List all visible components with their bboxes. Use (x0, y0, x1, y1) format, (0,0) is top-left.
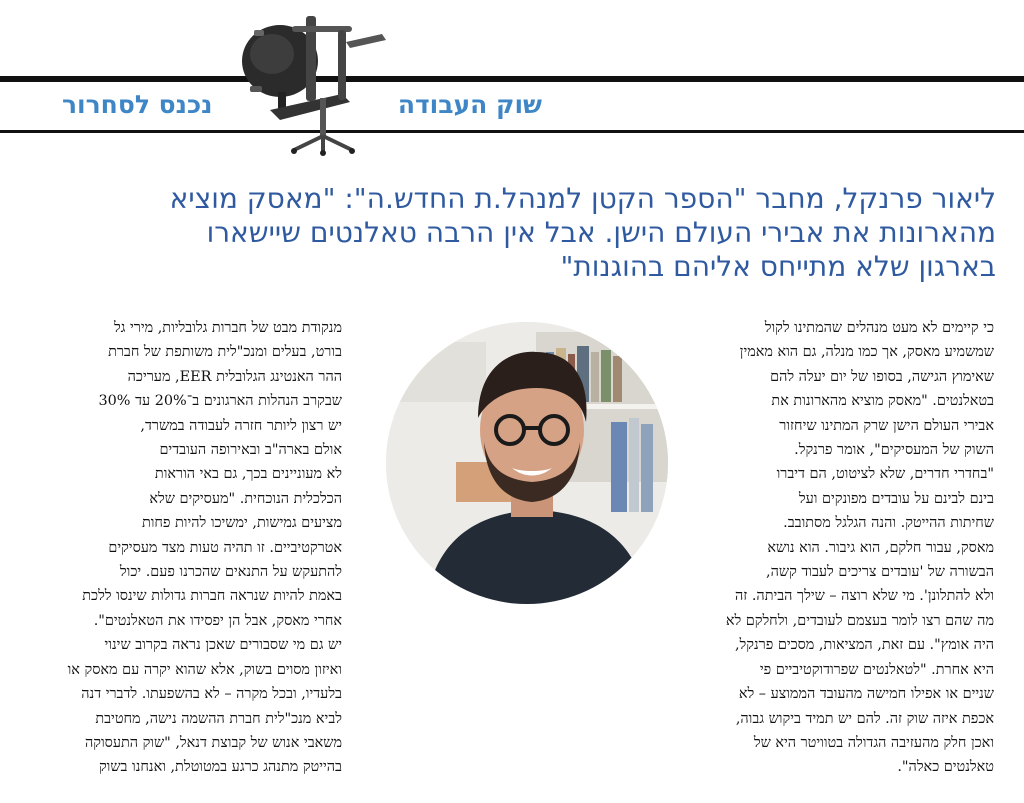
body-line: אטרקטיביים. זו תהיה טעות מצד מעסיקים (108, 539, 342, 556)
article-column-right (682, 316, 994, 780)
body-line: שניים או אפילו חמישה מהעובד הממוצע – לא (738, 686, 994, 703)
header-top-rule (0, 76, 1024, 82)
body-line: שחיתות ההייטק. והנה הגלגל מסתובב. (783, 515, 994, 532)
body-line: להתעקש על התנאים שהכרנו פעם. יכול (119, 564, 342, 581)
body-line: בינם לבינם על עובדים מפונקים ועל (798, 490, 994, 507)
body-line: ההר האנטינג הגלובלית EER, מעריכה (127, 368, 342, 385)
body-line: שאימוץ הגישה, בסופו של יום יעלה להם (770, 368, 994, 385)
portrait-photo (386, 322, 668, 604)
office-chair-illustration (210, 6, 400, 156)
body-line: ולא להתלונן'. מי שלא רוצה – שילך הביתה. זה (734, 588, 994, 605)
body-line: לביא מנכ"לית חברת ההשמה נישה, מחטיבת (95, 710, 342, 727)
body-line: כי קיימים לא מעט מנהלים שהמתינו לקול (764, 320, 994, 336)
body-line: מאסק, עבור חלקם, הוא גיבור. הוא נושא (767, 539, 994, 556)
headline (26, 182, 996, 284)
header-bottom-rule (0, 130, 1024, 133)
body-line: "בחדרי חדרים, שלא לציטוט, הם דיברו (776, 466, 994, 483)
section-title: שוק העבודה (397, 90, 542, 119)
body-line: ואיזון מסוים בשוק, אלא שהוא יקרה עם מאסק או (67, 661, 342, 678)
body-line: בטאלנטים. "מאסק מוציא מהארונות את (771, 393, 994, 410)
body-line: בורט, בעלים ומנכ"לית משותפת של חברת (108, 344, 342, 361)
body-line: הכלכלית הנוכחית. "מעסיקים שלא (149, 490, 342, 507)
body-line: מציעים גמישות, ימשיכו להיות פחות (141, 515, 342, 532)
body-line: היה אומץ". עם זאת, המציאות, מסכים פרנקל, (734, 637, 994, 654)
body-line: אכפת איזה שוק זה. להם יש תמיד ביקוש גבוה, (735, 710, 994, 727)
article-column-left (22, 316, 342, 780)
body-line: ואכן חלק מהעזיבה הגדולה בטוויטר היא של (753, 734, 994, 751)
headline-line: מהארונות את אבירי העולם הישן. אבל אין הרבה טאלנטים שיישארו (206, 216, 996, 249)
headline-line: ליאור פרנקל, מחבר "הספר הקטן למנהל.ת החדש.ה": "מאסק מוציא (169, 182, 996, 215)
body-line: מה שהם רצו לומר בעצמם לעובדים, ולחלקם לא (725, 612, 994, 629)
section-subtitle: נכנס לסחרור (62, 90, 213, 119)
portrait-illustration (386, 322, 668, 604)
body-line: בהייטק מתנהג כרגע במטוטלת, ואנחנו בשוק (98, 759, 342, 776)
body-line: לא מעוניינים בכך, גם באי הוראות (154, 466, 342, 483)
body-line: אבירי העולם הישן שרק המתינו שיחזור (779, 417, 994, 434)
body-line: באמת להיות שנראה חברות גדולות שינסו ללכת (82, 588, 342, 605)
body-line: מנקודת מבט של חברות גלובליות, מירי גל (113, 320, 342, 336)
body-line: יש גם מי שסבורים שאכן נראה בקרוב שינוי (104, 637, 342, 654)
body-line: היא אחרת. "לטאלנטים שפרודוקטיביים פי (759, 661, 994, 678)
body-line: בלעדיו, ובכל מקרה – לא בהשפעתו. לדברי דנה (81, 686, 342, 703)
headline-line: בארגון שלא מתייחס אליהם בהוגנות" (560, 250, 996, 283)
body-line: משאבי אנוש של קבוצת דנאל, "שוק התעסוקה (84, 734, 342, 751)
body-line: אולם בארה"ב ובאירופה העובדים (159, 442, 342, 459)
body-line: הבשורה של 'עובדים צריכים לעבוד קשה, (766, 564, 994, 581)
body-line: אחרי מאסק, אבל הן יפסידו את הטאלנטים". (93, 612, 342, 629)
body-line: שמשמיע מאסק, אך כמו מנלה, גם הוא מאמין (739, 344, 994, 361)
body-line: יש רצון ליותר חזרה לעבודה במשרד, (140, 417, 342, 434)
body-line: טאלנטים כאלה". (897, 759, 994, 776)
body-line: השוק של המעסיקים", אומר פרנקל. (794, 442, 994, 459)
body-line: שבקרב הנהלות הארגונים ב־20% עד 30% (98, 393, 342, 410)
